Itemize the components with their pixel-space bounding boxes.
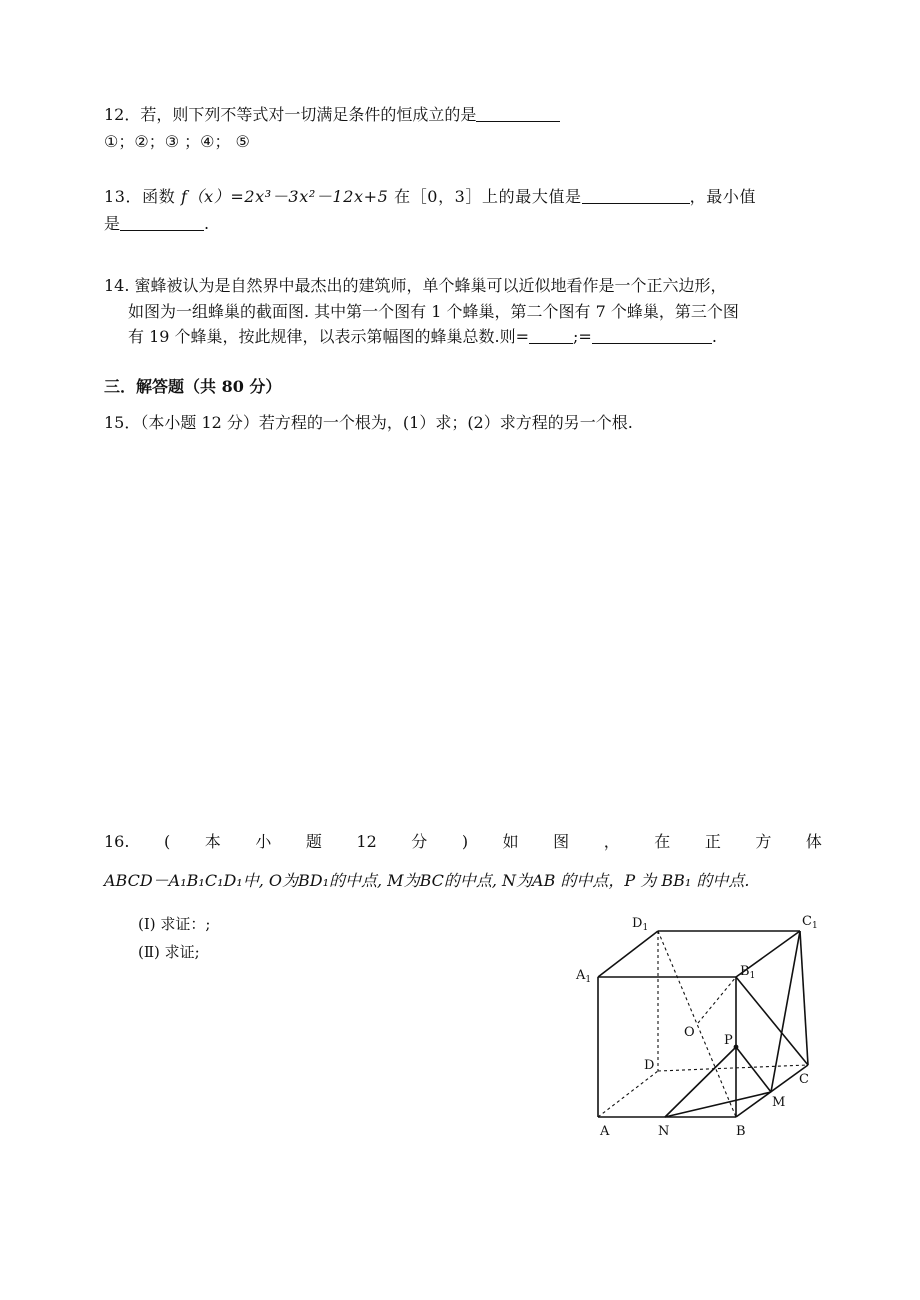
q16-token: 图 (553, 832, 570, 851)
line-nm (665, 1092, 771, 1117)
q16-part2: (Ⅱ) 求证; (138, 943, 200, 961)
line-pm (736, 1047, 771, 1092)
q16-token: 在 (654, 832, 671, 851)
q16-token: 12 (356, 832, 377, 851)
q14-text-b: ;= (573, 327, 592, 346)
q13-text-b: 在［0，3］上的最大值是 (388, 187, 582, 206)
q14-line3 (128, 327, 717, 347)
q16-part1: (Ⅰ) 求证：; (138, 915, 211, 933)
q14-blank-1[interactable] (529, 327, 573, 344)
q16-token: ) (461, 832, 469, 851)
q15-text: 15．（本小题 12 分）若方程的一个根为，(1）求；(2）求方程的另一个根. (104, 413, 633, 432)
q16-header (104, 832, 822, 852)
q16-token: 体 (805, 832, 822, 851)
label-d: D (644, 1058, 655, 1073)
q13-text-e: . (204, 214, 210, 233)
q12-options: ①；②；③ ；④； ⑤ (104, 132, 250, 151)
q16-token: 分 (411, 832, 428, 851)
point-p (734, 1045, 739, 1050)
label-n: N (658, 1124, 670, 1139)
q13-text-d: 是 (104, 214, 121, 233)
q13-text-c: ，最小值 (689, 187, 757, 206)
q12-stem-text: 12．若，则下列不等式对一切满足条件的恒成立的是 (104, 105, 477, 124)
label-o: O (684, 1025, 695, 1040)
q16-token: ， (603, 832, 620, 851)
q13-min-blank[interactable] (120, 214, 204, 231)
q14-line1: 14. 蜜蜂被认为是自然界中最杰出的建筑师，单个蜂巢可以近似地看作是一个正六边形， (104, 276, 727, 295)
q16-token: 本 (204, 832, 221, 851)
edge-cc1 (800, 931, 808, 1065)
label-a1: $A_1$ (576, 968, 592, 985)
q12-answer-blank[interactable] (476, 105, 560, 122)
q12-stem (104, 105, 560, 125)
q14-text-a: 有 19 个蜂巢，按此规律，以表示第幅图的蜂巢总数.则= (128, 327, 530, 346)
line-d1b (658, 931, 736, 1117)
q16-token: 16. (104, 832, 130, 851)
cube-hidden-edges (598, 931, 808, 1117)
cube-solid-edges (598, 931, 808, 1117)
q13-text-a: 13．函数 (104, 187, 182, 206)
line-b1c (736, 977, 808, 1065)
cube-figure (560, 905, 830, 1145)
q16-token: 正 (704, 832, 721, 851)
label-c: C (799, 1072, 809, 1087)
label-d1: $D_1$ (632, 916, 649, 933)
label-m: M (772, 1095, 786, 1110)
label-c1: $C_1$ (802, 914, 818, 931)
q16-token: 方 (755, 832, 772, 851)
q14-text-c: . (711, 327, 717, 346)
label-p: P (724, 1033, 733, 1048)
edge-a1d1 (598, 931, 658, 977)
q13-max-blank[interactable] (582, 187, 690, 204)
q14-blank-2[interactable] (592, 327, 712, 344)
section3-title: 三．解答题（共 80 分） (104, 377, 282, 396)
q14-line2: 如图为一组蜂巢的截面图. 其中第一个图有 1 个蜂巢，第二个图有 7 个蜂巢，第三个图 (128, 302, 739, 321)
label-a: A (600, 1124, 610, 1139)
q13-function: f（x）=2x³－3x²－12x+5 (181, 187, 389, 206)
q16-token: 小 (255, 832, 272, 851)
line-ob1 (698, 977, 736, 1023)
line-pn (665, 1047, 736, 1117)
label-b: B (736, 1124, 746, 1139)
q16-token: 题 (305, 832, 322, 851)
label-b1: $B_1$ (740, 964, 756, 981)
edge-ad (598, 1071, 658, 1117)
q16-line2: ABCD－A₁B₁C₁D₁中, O为BD₁的中点, M为BC的中点, N为AB 的中点，P 为 BB₁ 的中点. (104, 871, 750, 890)
q13-line2 (104, 214, 209, 234)
q16-token: ( (163, 832, 171, 851)
line-c1m (771, 931, 800, 1092)
q16-token: 如 (502, 832, 519, 851)
edge-dc (658, 1065, 808, 1071)
q13-line1 (104, 187, 756, 207)
